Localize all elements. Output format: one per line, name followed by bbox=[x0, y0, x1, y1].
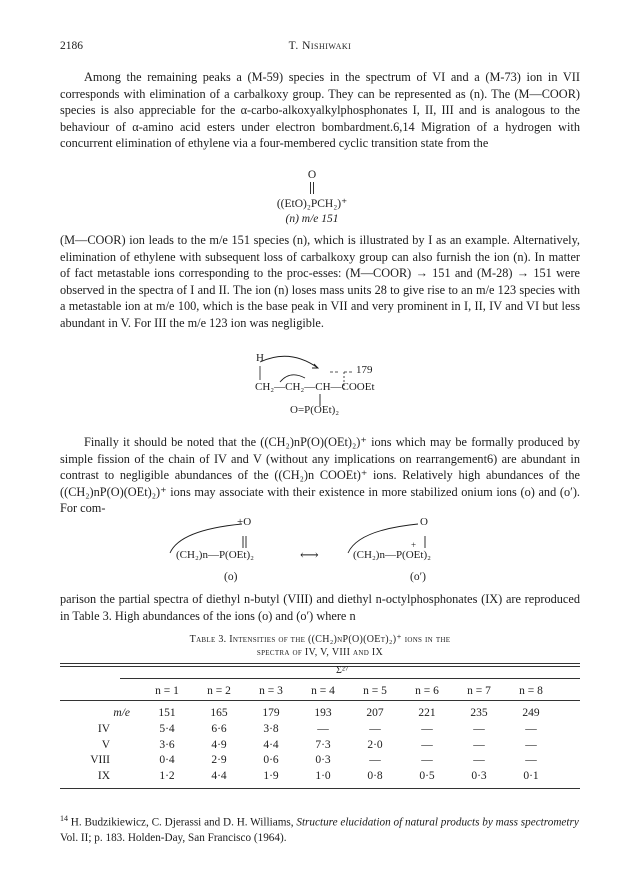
footnote-number: 14 bbox=[60, 814, 68, 823]
table-me-value: 249 bbox=[522, 707, 540, 719]
table-cell: — bbox=[473, 723, 485, 735]
table-col-header: n = 6 bbox=[415, 685, 439, 697]
table-cell: 1·9 bbox=[263, 769, 279, 782]
table-bottom-rule bbox=[60, 788, 580, 789]
table-sigma-rule bbox=[120, 678, 580, 679]
table-cell: 0·3 bbox=[471, 769, 487, 782]
table-cell: — bbox=[473, 754, 485, 766]
table-cell: 0·1 bbox=[523, 769, 539, 782]
table-col-header: n = 2 bbox=[207, 685, 231, 697]
formula-n-main: ((EtO)₂PCH₂)⁺ bbox=[276, 198, 348, 210]
paragraph-4: parison the partial spectra of diethyl n-butyl (VIII) and diethyl n-octylphosphonates (IX) are reproduced in Table 3. High abundances of the ions (o) and (o′) where n bbox=[60, 592, 580, 623]
onium-left-formula: (CH₂)n—P(OEt)₂ bbox=[176, 549, 254, 561]
table-col-header: n = 8 bbox=[519, 685, 543, 697]
table-col-header: n = 7 bbox=[467, 685, 491, 697]
table-cell: 4·9 bbox=[211, 738, 227, 751]
table-cell: 5·4 bbox=[159, 723, 175, 735]
table-cell: 0·8 bbox=[367, 769, 383, 782]
table-col-header: n = 5 bbox=[363, 685, 387, 697]
table-row-label: VIII bbox=[90, 754, 110, 766]
table-cell: — bbox=[421, 723, 433, 735]
footnote-title: Structure elucidation of natural products by mass spectrometry bbox=[296, 816, 579, 829]
table-cell: 2·0 bbox=[367, 738, 383, 751]
table-cell: 0·6 bbox=[263, 754, 279, 766]
table-row-label: V bbox=[101, 738, 110, 751]
table-col-header: n = 4 bbox=[311, 685, 335, 697]
table-cell: — bbox=[317, 723, 329, 735]
structure-phosphonate: O=P(OEt)₂ bbox=[290, 404, 340, 416]
onium-right-plus: + bbox=[411, 540, 417, 550]
table-cell: 6·6 bbox=[211, 723, 227, 735]
table-row-label: IV bbox=[97, 723, 110, 735]
table-me-value: 151 bbox=[158, 707, 176, 719]
double-bond-mark bbox=[308, 181, 316, 195]
table-me-value: 221 bbox=[418, 707, 436, 719]
paragraph-3: Finally it should be noted that the ((CH₂)nP(O)(OEt)₂)⁺ ions which may be formally produced by simple fission of the chain of IV and V (without any implications on rearrangement6) are abundant in contrast to negligible abundances of the ((CH₂)n COOEt)⁺ ions. Relatively high abundances of the ((CH₂)nP(O)(OEt)₂)⁺ ions may associate with their existence in more stabilized onium ions (o) and (o′). For com- bbox=[60, 435, 580, 516]
table-cell: — bbox=[525, 723, 537, 735]
table-cell: — bbox=[421, 754, 433, 766]
structure-chain: CH₂—CH₂—CH—COOEt bbox=[255, 381, 375, 393]
table-me-value: 165 bbox=[210, 707, 228, 719]
table-cell: 3·6 bbox=[159, 738, 175, 751]
table-cell: 3·8 bbox=[263, 723, 279, 735]
table-cell: — bbox=[369, 723, 381, 735]
footnote-rest: Vol. II; p. 183. Holden-Day, San Francisco (1964). bbox=[60, 831, 287, 844]
table-cell: 7·3 bbox=[315, 738, 331, 751]
table-cell: 4·4 bbox=[263, 738, 279, 751]
paragraph-2: (M—COOR) ion leads to the m/e 151 species (n), which is illustrated by I as an example. Alternatively, elimination of ethylene with subsequent loss of carbalkoxy group can also furnish the ion (n). In matter of fact metastable ions corresponding to the proc-esses: (M—COOR) → 151 and (M-28) → 151 were observed in the spectra of I and II. The ion (n) loses mass units 28 to give rise to an m/e 123 species with a metastable ion at m/e 100, which is the base peak in VII and very prominent in I, II, IV and VI but less abundant in V. For III the m/e 123 ion was negligible. bbox=[60, 233, 580, 330]
table-me-value: 207 bbox=[366, 707, 384, 719]
onium-right-oxygen: O bbox=[420, 516, 428, 528]
footnote-authors: H. Budzikiewicz, C. Djerassi and D. H. Williams, bbox=[70, 816, 294, 829]
page-header bbox=[60, 40, 580, 56]
table-cell: 1·0 bbox=[315, 769, 331, 782]
onium-right-label: (o′) bbox=[410, 571, 426, 583]
table-caption-line2: spectra of IV, V, VIII and IX bbox=[256, 647, 384, 658]
table-cell: — bbox=[525, 754, 537, 766]
structure-mass-label: 179 bbox=[356, 364, 373, 376]
table-cell: — bbox=[369, 754, 381, 766]
table-caption-line1: Table 3. Intensities of the ((CH₂)nP(O)(OEt)₂)⁺ ions in the bbox=[189, 634, 451, 645]
table-top-rule bbox=[60, 663, 580, 667]
table-cell: — bbox=[473, 738, 485, 751]
onium-left-oxygen: +O bbox=[237, 516, 252, 528]
resonance-arrow: ⟷ bbox=[300, 547, 319, 562]
table-cell: 0·3 bbox=[315, 754, 331, 766]
page-number: 2186 bbox=[60, 40, 83, 52]
table-cell: 0·5 bbox=[419, 769, 435, 782]
table-cell: 2·9 bbox=[211, 754, 227, 766]
table-row-label: IX bbox=[97, 769, 110, 782]
table-col-header: n = 3 bbox=[259, 685, 283, 697]
running-head-author: T. Nishiwaki bbox=[288, 40, 352, 52]
paragraph-1: Among the remaining peaks a (M-59) species in the spectrum of VI and a (M-73) ion in VII corresponds with elimination of a carbalkoxy group. They can be represented as (n). The (M—COOR) species is also appreciable for the α-carbo-alkoxyalkylphosphonates I, II, III and is analogous to the behaviour of α-amino acid esters under electron bombardment.6,14 Migration of a hydrogen with concurrent elimination of ethylene via a four-membered cyclic transition state from the bbox=[60, 70, 580, 151]
table-cell: 1·2 bbox=[159, 769, 175, 782]
table-sigma: Σ²⁷ bbox=[336, 665, 349, 676]
footnote-14 bbox=[60, 811, 580, 846]
table-me-value: 179 bbox=[262, 707, 280, 719]
table-cell: 0·4 bbox=[159, 754, 175, 766]
table-col-header: n = 1 bbox=[155, 685, 179, 697]
table-me-value: 193 bbox=[314, 707, 332, 719]
formula-n-label: (n) m/e 151 bbox=[285, 213, 339, 225]
structure-hydrogen: H bbox=[256, 352, 264, 364]
onium-right-formula: (CH₂)n—P(OEt)₂ bbox=[353, 549, 431, 561]
table-cell: — bbox=[421, 738, 433, 751]
table-me-value: 235 bbox=[470, 707, 488, 719]
onium-left-label: (o) bbox=[224, 571, 238, 583]
table-me-label: m/e bbox=[113, 707, 130, 719]
formula-n-oxygen: O bbox=[307, 169, 317, 181]
table-header-rule bbox=[60, 700, 580, 701]
table-cell: — bbox=[525, 738, 537, 751]
table-cell: 4·4 bbox=[211, 769, 227, 782]
